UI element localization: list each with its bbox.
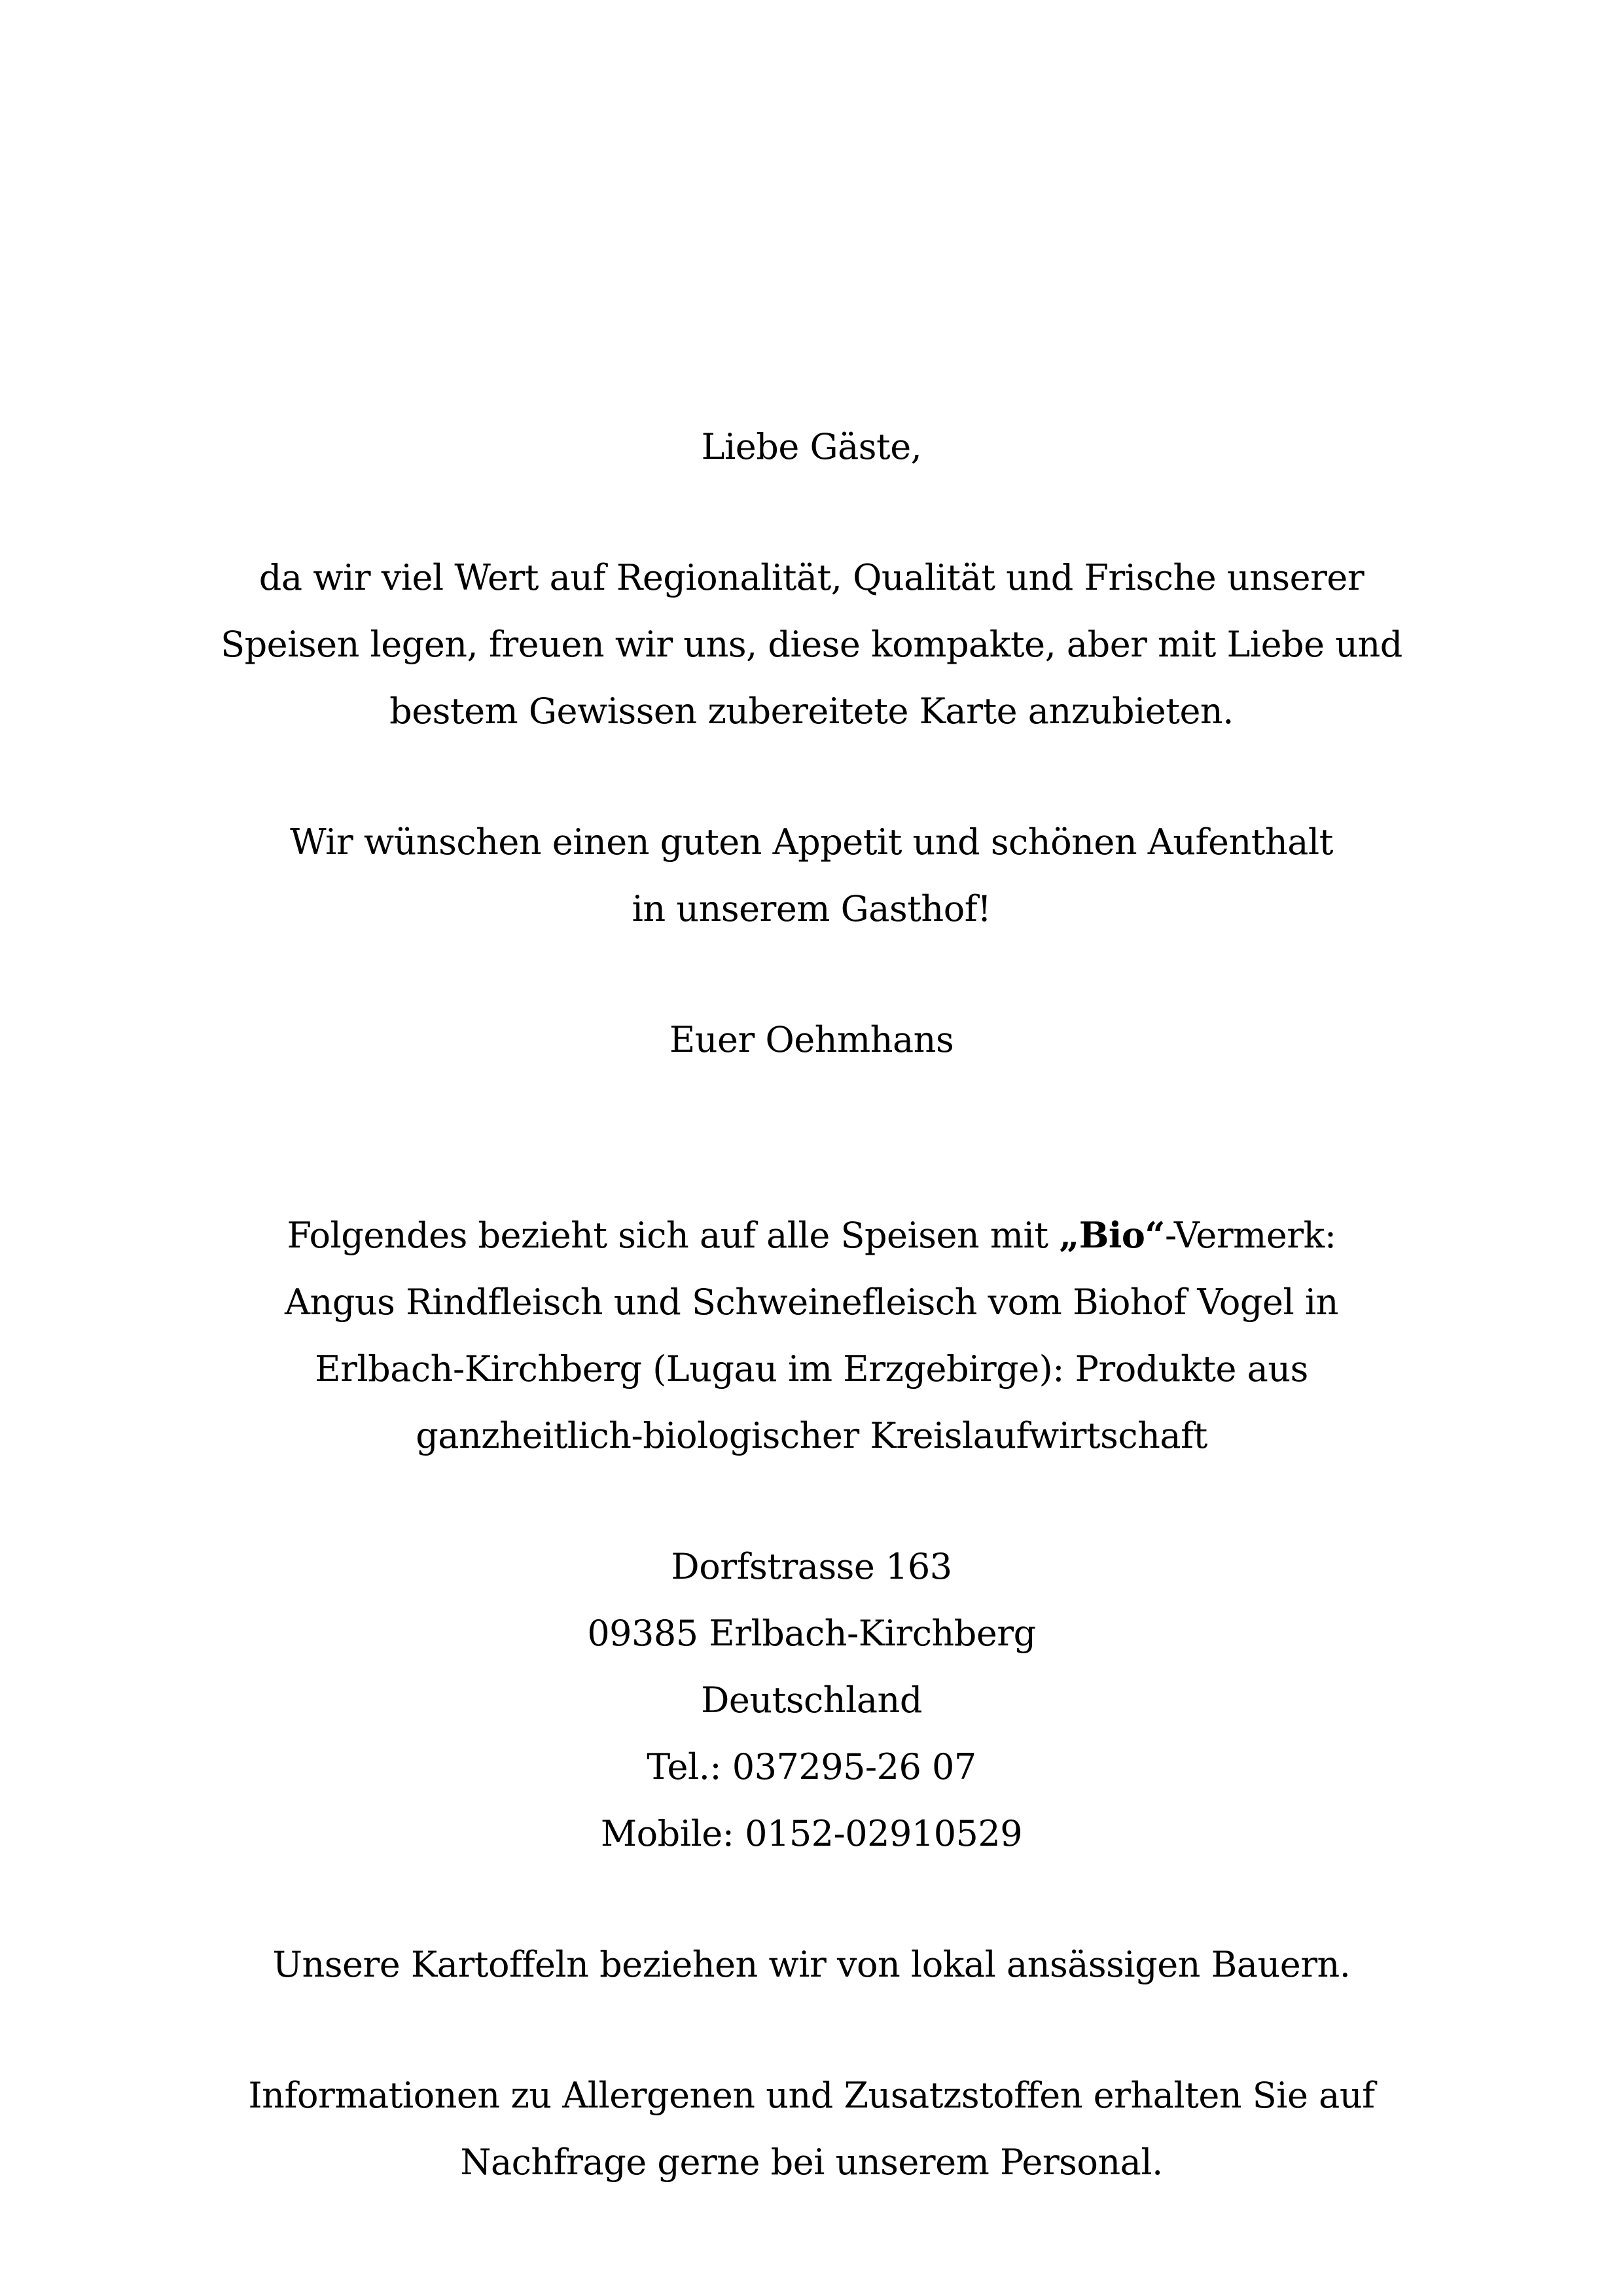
potato-note-text: Unsere Kartoffeln beziehen wir von lokal ansässigen Bauern. — [272, 1944, 1351, 1985]
allergen-note-line-2: Nachfrage gerne bei unserem Personal. — [460, 2142, 1163, 2183]
bio-note-line-1-prefix: Folgendes bezieht sich auf alle Speisen mit — [287, 1215, 1060, 1256]
wish-paragraph — [0, 809, 1623, 942]
greeting-paragraph — [0, 414, 1623, 480]
intro-line-3: bestem Gewissen zubereitete Karte anzubieten. — [389, 691, 1234, 732]
address-mobile: Mobile: 0152-02910529 — [600, 1813, 1023, 1854]
address-street: Dorfstrasse 163 — [671, 1546, 952, 1587]
bio-note-line-2: Angus Rindfleisch und Schweinefleisch vom Biohof Vogel in — [285, 1282, 1338, 1323]
bio-note-paragraph — [0, 1202, 1623, 1469]
intro-line-2: Speisen legen, freuen wir uns, diese kompakte, aber mit Liebe und — [221, 624, 1402, 665]
allergen-note-line-1: Informationen zu Allergenen und Zusatzstoffen erhalten Sie auf — [248, 2075, 1375, 2116]
signature-text: Euer Oehmhans — [669, 1019, 954, 1060]
bio-note-line-4: ganzheitlich-biologischer Kreislaufwirtschaft — [416, 1415, 1207, 1456]
wish-line-1: Wir wünschen einen guten Appetit und schönen Aufenthalt — [290, 821, 1333, 863]
intro-paragraph — [0, 545, 1623, 745]
bio-note-line-3: Erlbach-Kirchberg (Lugau im Erzgebirge): Produkte aus — [315, 1348, 1308, 1390]
address-block — [0, 1534, 1623, 1867]
greeting-text: Liebe Gäste, — [701, 426, 922, 467]
bio-note-line-1-suffix: -Vermerk: — [1165, 1215, 1336, 1256]
bio-note-line-1 — [0, 1202, 1623, 1269]
bio-note-line-1-bold: „Bio“ — [1059, 1214, 1165, 1256]
signature-paragraph — [0, 1007, 1623, 1073]
address-country: Deutschland — [701, 1679, 922, 1721]
potato-note-paragraph — [0, 1931, 1623, 1998]
wish-line-2: in unserem Gasthof! — [632, 888, 991, 929]
intro-line-1: da wir viel Wert auf Regionalität, Qualität und Frische unserer — [259, 557, 1364, 598]
allergen-note-paragraph — [0, 2062, 1623, 2196]
address-phone: Tel.: 037295-26 07 — [647, 1746, 976, 1787]
address-city: 09385 Erlbach-Kirchberg — [587, 1613, 1036, 1654]
